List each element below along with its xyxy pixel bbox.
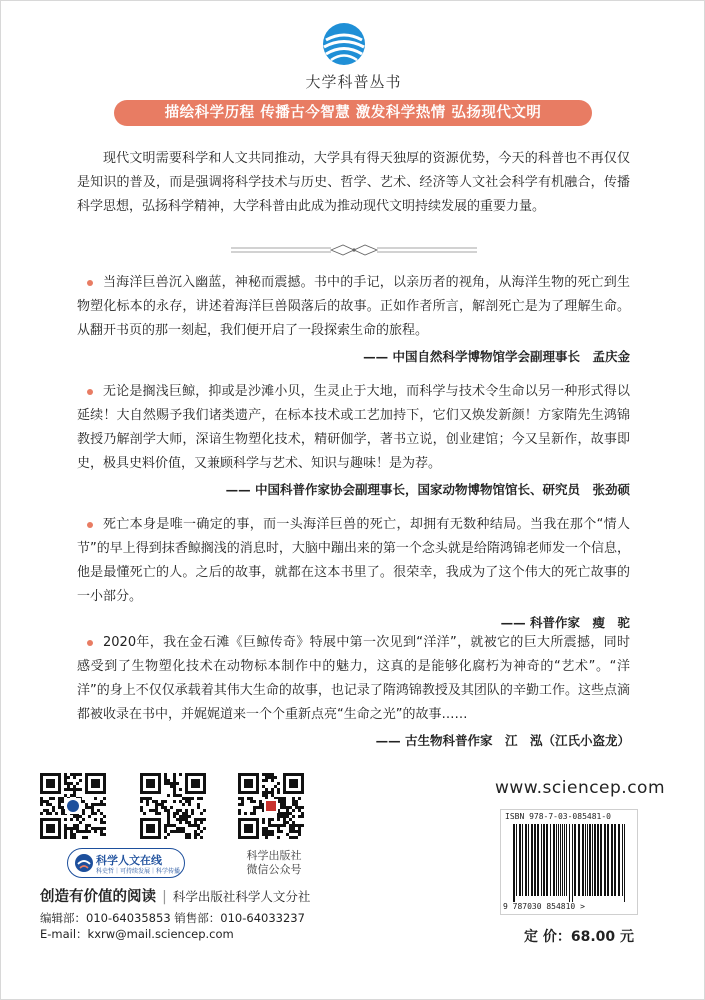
price-label: 定 价：68.00 元 (524, 929, 635, 945)
barcode-icon (511, 824, 631, 902)
brand-logo-icon (74, 853, 94, 873)
review-attribution: —— 科普作家 瘦 驼 (500, 615, 630, 630)
publisher-tagline (40, 885, 310, 906)
series-logo-icon (321, 21, 367, 67)
qr-code-icon (238, 773, 304, 839)
wechat-caption (239, 849, 309, 877)
publisher-website: www.sciencep.com (495, 778, 666, 798)
bullet-dot-icon (87, 640, 93, 646)
qr-code-icon (140, 773, 206, 839)
qr-code-icon (40, 773, 106, 839)
review-text (77, 380, 630, 476)
bullet-dot-icon (87, 522, 93, 528)
wechat-caption-line1: 科学出版社 (246, 849, 302, 862)
brand-subtitle: 科史哲｜可持续发展｜科学传播 (96, 868, 181, 875)
ornament-divider-icon (231, 244, 477, 256)
tagline-main: 创造有价值的阅读 (40, 889, 156, 905)
tagline-separator: | (162, 889, 167, 905)
contact-phones: 编辑部：010-64035853 销售部：010-64033237 (40, 911, 305, 925)
isbn-barcode-box (500, 809, 638, 915)
review-text (77, 271, 630, 343)
contact-email: E-mail：kxrw@mail.sciencep.com (40, 927, 234, 941)
tagline-sub: 科学出版社科学人文分社 (172, 889, 311, 904)
series-introduction: 现代文明需要科学和人文共同推动，大学具有得天独厚的资源优势，今天的科普也不再仅仅是知识的普及，而是强调将科学技术与历史、哲学、艺术、经济等人文社会科学有机融合，传播科学思想，弘扬科学精神，大学科普由此成为推动现代文明持续发展的重要力量。 (77, 151, 630, 214)
bullet-dot-icon (87, 280, 93, 286)
slogan-banner: 描绘科学历程 传播古今智慧 激发科学热情 弘扬现代文明 (114, 100, 592, 126)
review-block (77, 631, 630, 749)
brand-title: 科学人文在线 (96, 854, 162, 867)
ean-digits: 9 787030 854810 > (503, 902, 585, 911)
review-attribution: —— 中国科普作家协会副理事长，国家动物博物馆馆长、研究员 张劲硕 (225, 482, 630, 497)
review-block (77, 380, 630, 498)
review-text-content: 当海洋巨兽沉入幽蓝，神秘而震撼。书中的手记，以亲历者的视角，从海洋生物的死亡到生物塑化标本的永存，讲述着海洋巨兽陨落后的故事。正如作者所言，解剖死亡是为了理解生命。从翻开书页的那一刻起，我们便开启了一段探索生命的旅程。 (77, 275, 630, 338)
series-name: 大学科普丛书 (305, 73, 402, 91)
wechat-caption-line2: 微信公众号 (246, 863, 302, 876)
review-block (77, 513, 630, 631)
review-attribution: —— 中国自然科学博物馆学会副理事长 孟庆金 (363, 349, 630, 364)
bullet-dot-icon (87, 389, 93, 395)
review-text (77, 513, 630, 609)
kexue-renwen-brand-badge (67, 848, 185, 878)
review-text (77, 631, 630, 727)
review-attribution: —— 古生物科普作家 江 泓（江氏小盗龙） (375, 733, 630, 748)
review-text-content: 无论是搁浅巨鲸，抑或是沙滩小贝，生灵止于大地，而科学与技术令生命以另一种形式得以延续！大自然赐予我们诸类遗产，在标本技术或工艺加持下，它们又焕发新颜！方家隋先生鸿锦教授乃解剖学大师，深谙生物塑化技术，精研伽学，著书立说，创业建馆；今又呈新作，故事即史，极具史料价值，又兼顾科学与艺术、知识与趣味！是为荐。 (77, 384, 630, 471)
isbn-number: ISBN 978-7-03-085481-0 (505, 812, 611, 821)
review-text-content: 2020年，我在金石滩《巨鲸传奇》特展中第一次见到“洋洋”，就被它的巨大所震撼，同时感受到了生物塑化技术在动物标本制作中的魅力，这真的是能够化腐朽为神奇的“艺术”。“洋洋”的身上不仅仅承载着其伟大生命的故事，也记录了隋鸿锦教授及其团队的辛勤工作。这些点滴都被收录在书中，并娓娓道来一个个重新点亮“生命之光”的故事…… (77, 635, 630, 722)
review-block (77, 271, 630, 365)
review-text-content: 死亡本身是唯一确定的事，而一头海洋巨兽的死亡，却拥有无数种结局。当我在那个“情人节”的早上得到抹香鲸搁浅的消息时，大脑中蹦出来的第一个念头就是给隋鸿锦老师发一个信息，他是最懂死亡的人。之后的故事，就都在这本书里了。很荣幸，我成为了这个伟大的死亡故事的一小部分。 (77, 517, 630, 604)
